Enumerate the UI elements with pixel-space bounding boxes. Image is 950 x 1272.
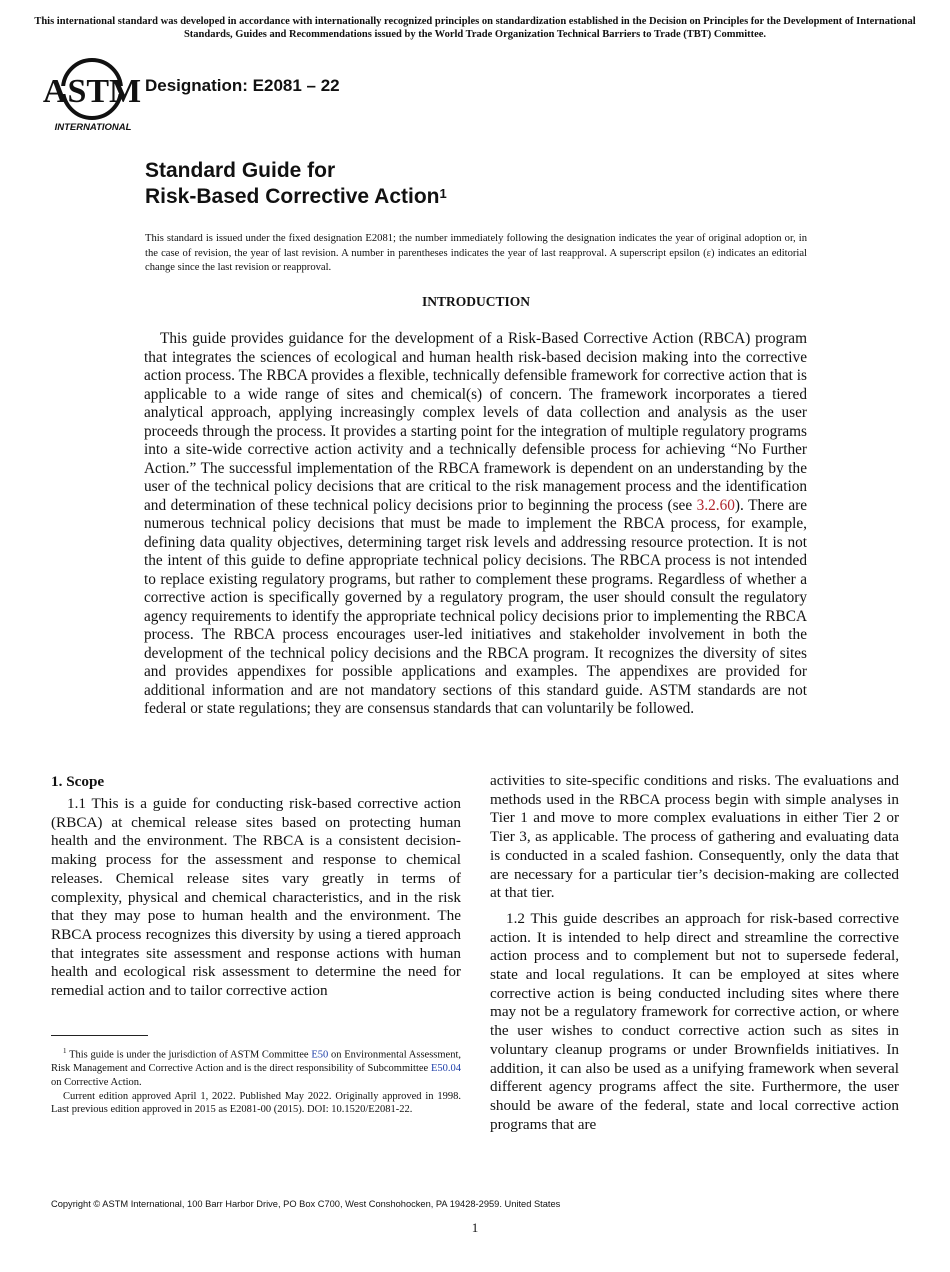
subcommittee-e50-04-link[interactable]: E50.04 (430, 1063, 461, 1075)
copyright-line: Copyright © ASTM International, 100 Barr Harbor Drive, PO Box C700, West Conshohocken, PA 19428-2959. United States (51, 1199, 561, 1209)
committee-e50-link[interactable]: E50 (311, 1049, 329, 1061)
footnote-divider (51, 1035, 148, 1036)
footnote-1-text-b: on Environmental Assessment, Risk Management and Corrective Action and is the direct responsibility of Subcommittee (51, 1049, 462, 1075)
introduction-heading: INTRODUCTION (421, 294, 530, 309)
document-title (145, 158, 447, 210)
footnote-marker: 1 (63, 1047, 67, 1055)
designation: Designation: E2081 – 22 (145, 76, 340, 95)
paragraph-1-1-continued: activities to site-specific conditions and risks. The evaluations and methods used in the RBCA process begin with simple analyses in Tier 1 and move to more complex evaluations in either Tier 2 or Tier 3, as applicable. The process of gathering and evaluating data is conducted in a scaled fashion. Consequently, only the data that are necessary for a particular tier’s decision-making are collected at that tier. (490, 772, 899, 902)
title-line-2 (145, 184, 447, 210)
footnotes (51, 1045, 461, 1117)
scope-heading: 1. Scope (51, 773, 105, 790)
footnote-1-text-a: This guide is under the jurisdiction of ASTM Committee (69, 1049, 312, 1061)
edition-note: Current edition approved April 1, 2022. Published May 2022. Originally approved in 1998. Last previous edition approved in 2015 as E2081-00 (2015). DOI: 10.1520/E2081-22. (51, 1090, 461, 1116)
issue-note: This standard is issued under the fixed designation E2081; the number immediately following the designation indicates the year of original adoption or, in the case of revision, the year of last revision. A number in parentheses indicates the year of last reapproval. A superscript epsilon (ε) indicates an editorial change since the last revision or reapproval. (145, 233, 807, 273)
footnote-1 (51, 1045, 461, 1090)
left-column (51, 772, 461, 1001)
section-reference-link[interactable]: 3.2.60 (696, 496, 735, 514)
top-notice: This international standard was developed in accordance with internationally recognized principles on standardization established in the Decision on Principles for the Development of International Standards, Guides and Recommendations issued by the World Trade Organization Technical Barriers to Trade (TBT) Committee. (34, 16, 916, 40)
title-footnote-marker[interactable]: 1 (439, 186, 447, 201)
introduction-text (144, 330, 807, 719)
astm-logo (42, 56, 142, 134)
intro-text-part-2: ). There are numerous technical policy decisions that must be made to implement the RBCA process, for example, defining data quality objectives, determining target risk levels and addressing resource protection. It is not the intent of this guide to define appropriate technical policy decisions. The RBCA process is not intended to replace existing regulatory programs, but rather to complement these programs. Regardless of whether a corrective action is specifically governed by a regulatory program, the user should consult the regulatory agency requirements to identify the appropriate technical policy decisions prior to implementing the RBCA process. The RBCA process encourages user-led initiatives and stakeholder involvement in both the development of the technical policy decisions and the RBCA program. It recognizes the diversity of sites and provides appendixes for possible applications and examples. The appendixes are provided for additional information and are not mandatory sections of this standard guide. ASTM standards are not federal or state regulations; they are consensus standards that can voluntarily be followed. (144, 496, 807, 717)
page-number: 1 (471, 1220, 479, 1235)
paragraph-1-2: 1.2 This guide describes an approach for risk-based corrective action. It is intended to help direct and streamline the corrective action process and to complement but not to supersede federal, state and local regulations. It can be employed at sites where corrective action is being conducted including sites where there may not be a regulatory framework for corrective action, or where the user wishes to conduct corrective action such as sites in voluntary cleanup programs or under Brownfields initiatives. In addition, it can also be used as a unifying framework when several different agency programs affect the site. Furthermore, the user should be aware of the federal, state and local corrective action programs that are (490, 909, 899, 1133)
title-line-1: Standard Guide for (145, 159, 336, 182)
intro-text-part-1: This guide provides guidance for the development of a Risk-Based Corrective Action (RBCA) program that integrates the sciences of ecological and human health risk-based decision making into the corrective action process. The RBCA provides a flexible, technically defensible framework for corrective action that is applicable to a wide range of sites and chemical(s) of concern. The framework incorporates a tiered analytical approach, applying increasingly complex levels of data collection and analysis as the user proceeds through the process. It provides a starting point for the integration of multiple regulatory programs into a site-wide corrective action activity and a technically defensible process for achieving “No Further Action.” The successful implementation of the RBCA framework is dependent on an understanding by the user of the technical policy decisions that are critical to the risk management process and the identification and determination of these technical policy decisions prior to beginning the process (see (144, 330, 807, 514)
right-column (490, 772, 899, 1134)
paragraph-1-1: 1.1 This is a guide for conducting risk-based corrective action (RBCA) at chemical release sites based on protecting human health and the environment. The RBCA is a consistent decision-making process for the assessment and response to chemical releases. Chemical release sites vary greatly in terms of complexity, physical and chemical characteristics, and in the risk that they may pose to human health and the environment. The RBCA process recognizes this diversity by using a tiered approach that integrates site assessment and response actions with human health and ecological risk assessment to determine the need for remedial action and to tailor corrective action (51, 795, 461, 1000)
logo-caption: INTERNATIONAL (54, 122, 132, 133)
footnote-1-text-c: on Corrective Action. (51, 1076, 142, 1088)
logo-letters: ASTM (42, 73, 142, 110)
title-main: Risk-Based Corrective Action (145, 185, 440, 208)
